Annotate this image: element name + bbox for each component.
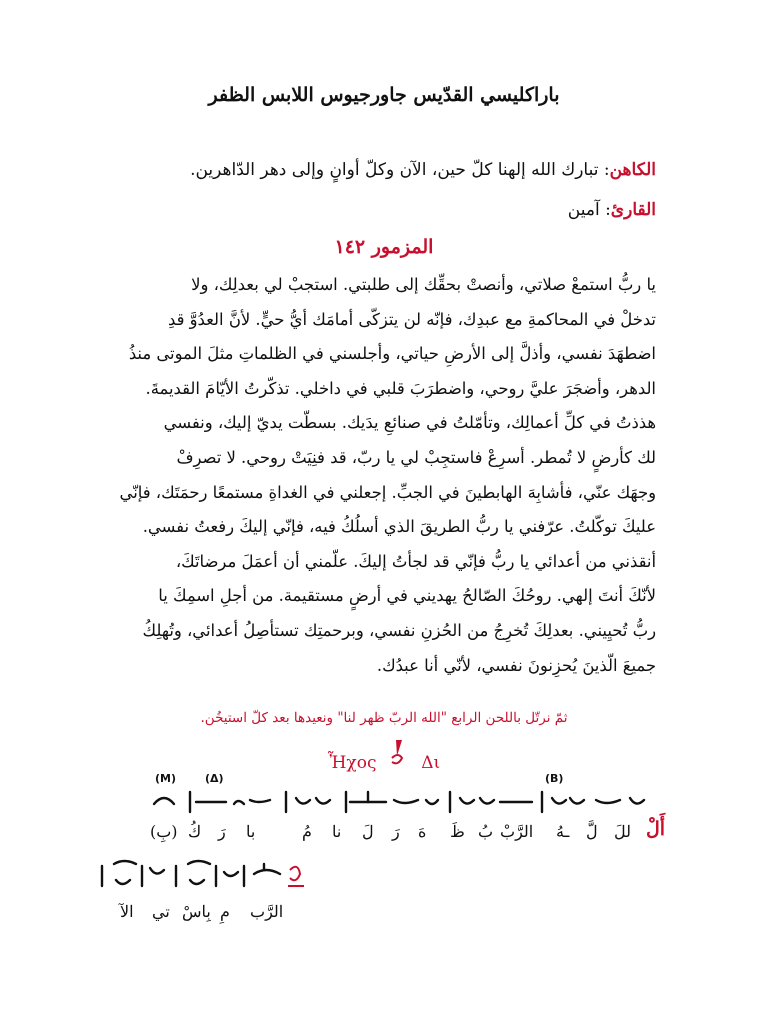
psalm-line: هذذتُ في كلِّ أعمالِك، وتأمّلتُ في صنائعِ يدَيك. بسطّت يديّ إليك، ونفسي: [163, 413, 656, 433]
syllable: هَ: [418, 822, 427, 841]
neume-kentima: [114, 861, 136, 864]
reader-line: [96, 200, 656, 220]
psalm-line: أنقذني من أعدائي يا ربُّ فإنّي قد لجأتُ إليكَ. علّمني أن أعمَلَ مرضاتَكَ،: [175, 551, 656, 571]
neume-apostrophos: [296, 798, 310, 804]
neume-row-1: [150, 786, 670, 816]
psalm-line: الدهر، وأضجَرَ عليَّ روحي، واضطرَبَ قلبي في داخلي. تذكّرتُ الأيّامَ القديمةَ.: [145, 378, 656, 398]
priest-label: الكاهن: [609, 160, 656, 180]
syllable: بِاسْ: [182, 902, 211, 921]
neume-apostrophos: [480, 798, 494, 804]
neume-apostrophos: [426, 800, 438, 804]
syllable: رَ: [392, 822, 400, 841]
syllable: لَّ: [586, 822, 598, 841]
neume-apostrophos: [224, 872, 238, 876]
psalm-body: [111, 268, 656, 683]
psalm-line: وجهَك عنّي، فأشابِهَ الهابطينَ في الجبِّ. إجعلني في الغداةِ مستمعًا رحمَتَك، فإنّي: [119, 482, 656, 502]
syllable: مِ: [220, 902, 230, 921]
neume-petasti: [596, 800, 620, 803]
lead-syllable: أَلْ: [646, 818, 666, 840]
syllable: با: [246, 822, 256, 841]
neume-kentima: [188, 861, 210, 864]
psalm-line: اضطهَدَ نفسي، وأذلَّ إلى الأرضِ حياتي، وأجلسني في الظلماتِ مثلَ الموتى منذُ: [128, 344, 656, 364]
echos-signature: [0, 738, 768, 773]
psalm-line: ربُّ تُحيِيني. بعدلِكَ تُخرِجُ من الحُزنِ نفسي، وبرحمتِك تستأصِلُ أعدائي، وتُهلِكُ: [142, 620, 656, 640]
syllable: ـهُ: [556, 822, 570, 841]
syllable: للَ: [614, 822, 631, 841]
psalm-line: يا ربُّ استمعْ صلاتي، وأنصتْ بحقِّك إلى طلبتي. استجبْ لي بعدلِك، ولا: [191, 275, 656, 294]
neume-oligon: [234, 801, 244, 804]
priest-text: : تبارك الله إلهنا كلّ حين، الآن وكلّ أوانٍ وإلى دهر الدّاهرين.: [190, 160, 610, 180]
neume-kentima: [154, 798, 174, 804]
neume-apostrophos: [552, 798, 566, 804]
psalm-line: لأنّكَ أنتَ إلهي. روحُكَ الصّالحُ يهديني في أرضٍ مستقيمة. من أجلِ اسمِكَ يا: [158, 586, 656, 606]
reader-label: القارئ: [610, 200, 656, 220]
neume-apostrophos: [570, 798, 584, 804]
martyria-b: (B): [545, 772, 564, 785]
psalm-line: تدخلْ في المحاكمةِ مع عبدِك، فإنّه لن يتزكّى أمامَك أيُّ حيٍّ. لأنَّ العدُوَّ قدِ: [167, 309, 656, 329]
syllable: كُ: [188, 822, 202, 841]
syllable: الرَّبْ: [500, 822, 534, 841]
martyria-delta: (Δ): [205, 772, 224, 785]
neume-apostrophos: [150, 868, 164, 874]
syllable: مُ: [302, 822, 312, 841]
psalm-line: عليكَ توكّلتُ. عرّفني يا ربُّ الطريقَ الذي أسلُكُ فيه، فإنّي إليكَ رفعتُ نفسي.: [142, 517, 656, 537]
syllable: الآ: [120, 902, 134, 921]
neume-petasti: [254, 870, 280, 874]
neume-apostrophos: [190, 880, 204, 884]
syllable: تي: [152, 902, 170, 921]
psalm-heading: المزمور ١٤٢: [334, 236, 434, 258]
syllable: ظَ: [450, 822, 465, 841]
syllable: (بِ): [150, 822, 178, 841]
priest-line: [96, 160, 656, 180]
syllable: الرَّب: [250, 902, 284, 921]
syllable: رَ: [218, 822, 226, 841]
page-title: باراكليسي القدّيس جاورجيوس اللابس الظفر: [208, 84, 560, 106]
psalm-line: لك كأرضٍ لا تُمطر. أسرِعْ فاستجِبْ لي يا ربّ، قد فنِيَتْ روحي. لا تصرِفْ: [176, 447, 656, 467]
neume-petasti: [250, 800, 270, 802]
neume-apostrophos: [630, 798, 644, 804]
neume-row-2: [98, 856, 318, 896]
neume-apostrophos: [116, 880, 130, 884]
tone-mark-icon: [388, 738, 410, 773]
tone-mark-label: Δι: [421, 753, 441, 773]
syllable: بُ: [478, 822, 494, 841]
neume-apostrophos: [316, 798, 330, 804]
syllable: نا: [332, 822, 342, 841]
reader-text: : آمين: [567, 200, 611, 220]
syllable: لَ: [362, 822, 374, 841]
psalm-line: جميعَ الّذينَ يُحزِنونَ نفسي، لأنّي أنا عبدُك.: [376, 655, 656, 675]
martyria-m: (M): [155, 772, 177, 785]
rubric-instruction: ثمّ نرتّل باللحن الرابع "الله الربّ ظهر لنا" ونعيدها بعد كلّ استيخُن.: [200, 710, 568, 726]
echos-label: Ἦχος: [327, 753, 377, 773]
neume-apostrophos: [460, 798, 474, 804]
neume-petasti: [394, 800, 418, 803]
fthora-icon: [290, 867, 300, 880]
